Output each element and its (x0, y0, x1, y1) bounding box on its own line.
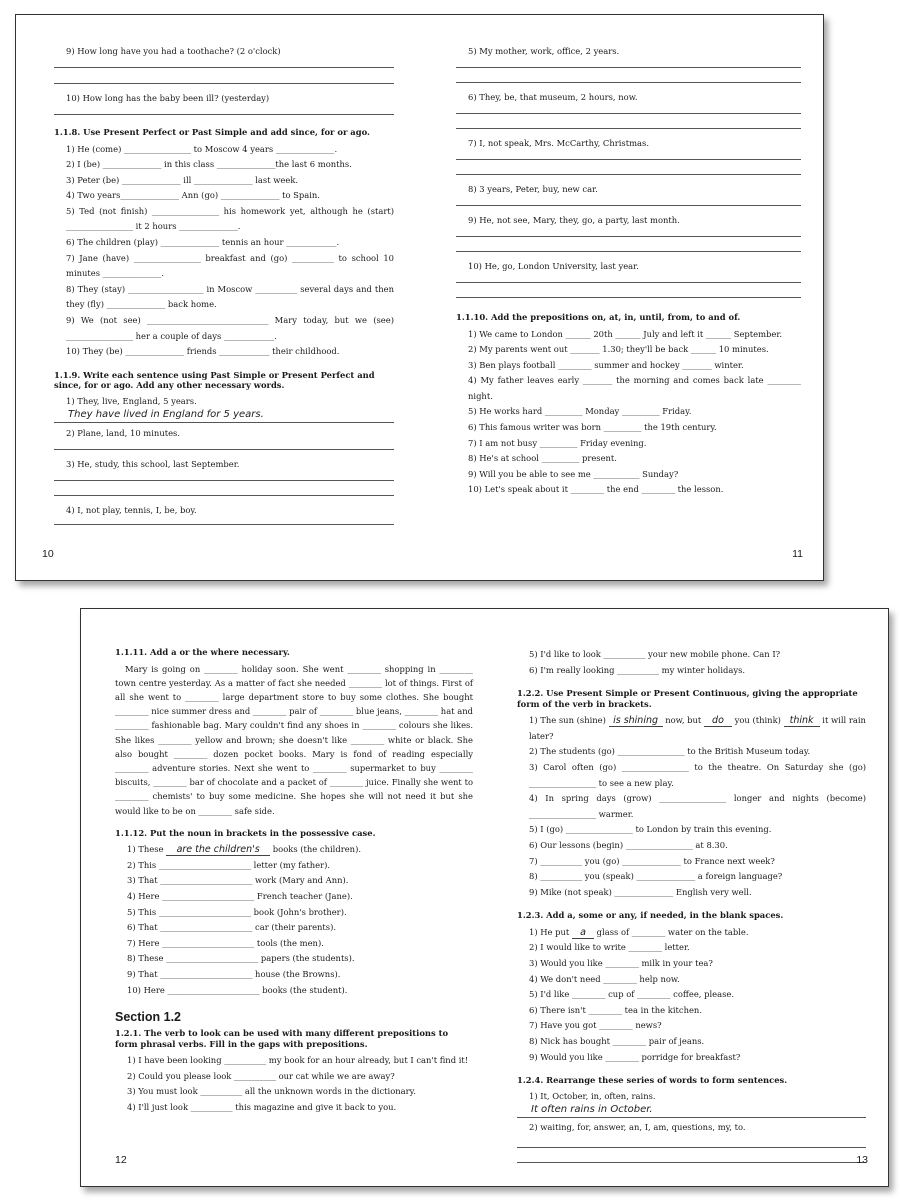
exercise-item (115, 842, 473, 858)
item-text: 1) The sun (shine) (529, 715, 606, 726)
item-text: 1) These (127, 844, 164, 855)
exercise-item: 3) Peter (be) ______________ ill ______________ last week. (66, 174, 299, 185)
spread-pages-10-11 (15, 14, 824, 581)
exercise-heading-1-1-10: 1.1.10. Add the prepositions on, at, in, until, from, to and of. (456, 312, 741, 322)
answer-line[interactable] (54, 68, 394, 84)
exercise-prompt: 9) How long have you had a toothache? (2 o'clock) (66, 46, 281, 56)
exercise-item: 2) Could you please look __________ our cat while we are away? (127, 1070, 395, 1081)
exercise-item: 8) Nick has bought ________ pair of jeans. (529, 1035, 705, 1046)
answer-line[interactable] (456, 103, 801, 114)
exercise-heading-1-1-11: 1.1.11. Add a or the where necessary. (115, 647, 290, 657)
page-number: 11 (792, 548, 803, 560)
exercise-heading-1-2-1: 1.2.1. The verb to look can be used with many different prepositions to form phrasal verbs. Fill in the gaps with prepositions. (115, 1028, 449, 1049)
exercise-item: 7) Have you got ________ news? (529, 1020, 662, 1031)
exercise-item: 5) This ______________________ book (John's brother). (127, 906, 347, 917)
handwritten-answer[interactable]: do (704, 716, 732, 727)
page-11 (430, 15, 823, 580)
page-number: 12 (115, 1154, 127, 1166)
exercise-item: 1) I have been looking __________ my book for an hour already, but I can't find it! (127, 1055, 469, 1066)
exercise-item: 9) Would you like ________ porridge for breakfast? (529, 1051, 741, 1062)
exercise-item: 2) I would like to write ________ letter. (529, 942, 690, 953)
exercise-item: 8) __________ you (speak) ______________ a foreign language? (529, 871, 783, 882)
answer-line[interactable] (54, 439, 394, 450)
exercise-heading-1-1-9: 1.1.9. Write each sentence using Past Simple or Present Perfect and since, for or ago. Add any other necessary words. (54, 369, 375, 391)
exercise-1-2-1 (115, 1053, 473, 1115)
answer-line[interactable] (456, 57, 801, 68)
exercise-item: 9) Will you be able to see me ___________ Sunday? (468, 468, 679, 479)
exercise-item: 7) __________ you (go) ______________ to France next week? (529, 855, 775, 866)
exercise-item: 6) Our lessons (begin) ________________ at 8.30. (529, 839, 728, 850)
handwritten-answer[interactable]: are the children's (166, 845, 270, 856)
exercise-item: 4) In spring days (grow) ________________ longer and nights (become) ________________ warmer. (529, 793, 866, 819)
exercise-item: 10) Here ______________________ books (the student). (127, 984, 348, 995)
exercise-prompt: 10) How long has the baby been ill? (yesterday) (66, 93, 270, 103)
answer-line[interactable] (517, 1133, 866, 1148)
answer-line[interactable] (456, 283, 801, 298)
exercise-item: 5) I (go) ________________ to London by train this evening. (529, 824, 772, 835)
exercise-heading-1-1-12: 1.1.12. Put the noun in brackets in the possessive case. (115, 827, 376, 838)
exercise-item: 9) Mike (not speak) ______________ English very well. (529, 886, 752, 897)
answer-line[interactable] (456, 149, 801, 160)
exercise-item: 2) I (be) ______________ in this class ______________the last 6 months. (66, 159, 352, 170)
handwritten-answer[interactable]: think (784, 716, 820, 727)
exercise-item: 6) The children (play) ______________ tennis an hour ____________. (66, 237, 340, 248)
exercise-item: 5) I'd like ________ cup of ________ coffee, please. (529, 989, 735, 1000)
exercise-item: 6) There isn't ________ tea in the kitchen. (529, 1004, 702, 1015)
answer-line[interactable] (456, 237, 801, 252)
exercise-heading-1-2-3: 1.2.3. Add a, some or any, if needed, in the blank spaces. (517, 910, 784, 921)
exercise-prompt: 2) waiting, for, answer, an, I, am, questions, my, to. (529, 1121, 746, 1132)
handwritten-answer[interactable]: They have lived in England for 5 years. (54, 407, 394, 423)
answer-line[interactable] (456, 226, 801, 237)
answer-line[interactable] (456, 272, 801, 283)
exercise-item: 4) My father leaves early _______ the morning and comes back late ________ night. (468, 375, 801, 401)
answer-line[interactable] (456, 114, 801, 129)
item-text: glass of ________ water on the table. (596, 926, 749, 937)
item-text: 1) He put (529, 926, 570, 937)
exercise-prompt: 5) My mother, work, office, 2 years. (468, 46, 620, 56)
exercise-1-1-11-text: Mary is going on ________ holiday soon. She went ________ shopping in ________ town centre yesterday. As a matter of fact she needed ________ lot of things. First of all she went to ________ large department store to buy some clothes. She bought ________ nice summer dress and ________ pair of ________ blue jeans, ________ hat and ________ fashionable bag. Mary couldn't find any shoes in ________ colours she likes. She likes ________ yellow and brown; she doesn't like ________ white or black. She also bought ________ dozen pocket books. Mary is fond of reading especially ________ adventure stories. Next she went to ________ supermarket to buy ________ biscuits, ________ bar of chocolate and a packet of ________ juice. Finally she went to ________ chemists' to buy some medicine. She hopes she will not need it but she would like to be on ________ safe side. (115, 663, 473, 816)
exercise-item: 3) Ben plays football ________ summer and hockey _______ winter. (468, 359, 744, 370)
page-number: 13 (856, 1154, 868, 1166)
exercise-item: 7) Here ______________________ tools (the men). (127, 937, 324, 948)
answer-line[interactable] (456, 195, 801, 206)
exercise-1-1-8 (54, 142, 394, 360)
answer-line[interactable] (517, 1148, 866, 1163)
exercise-item: 3) That ______________________ work (Mary and Ann). (127, 875, 349, 886)
exercise-prompt: 7) I, not speak, Mrs. McCarthy, Christmas. (468, 138, 649, 148)
exercise-heading-1-1-8: 1.1.8. Use Present Perfect or Past Simple and add since, for or ago. (54, 127, 370, 137)
exercise-1-1-10 (456, 327, 801, 499)
handwritten-answer[interactable]: is shining (609, 716, 663, 727)
exercise-1-1-12 (115, 842, 473, 998)
exercise-item (517, 925, 866, 941)
exercise-item: 8) These ______________________ papers (the students). (127, 953, 355, 964)
exercise-item: 7) Jane (have) ________________ breakfast and (go) __________ to school 10 minutes ______________. (66, 252, 394, 279)
exercise-prompt: 3) He, study, this school, last September. (66, 458, 240, 469)
exercise-item: 7) I am not busy _________ Friday evening. (468, 437, 647, 448)
exercise-prompt: 1) They, live, England, 5 years. (66, 395, 197, 406)
item-text: books (the children). (272, 844, 362, 855)
answer-line[interactable] (456, 160, 801, 175)
page-13 (495, 609, 888, 1186)
answer-line[interactable] (54, 516, 394, 525)
exercise-item: 6) I'm really looking __________ my winter holidays. (529, 664, 746, 675)
answer-line[interactable] (54, 57, 394, 68)
exercise-item: 9) That ______________________ house (the Browns). (127, 968, 341, 979)
exercise-heading-1-2-2: 1.2.2. Use Present Simple or Present Continuous, giving the appropriate form of the verb in brackets. (517, 688, 858, 709)
exercise-1-2-1-continued (517, 647, 866, 678)
exercise-prompt: 10) He, go, London University, last year. (468, 261, 639, 271)
answer-line[interactable] (54, 104, 394, 115)
exercise-item: 8) They (stay) __________________ in Moscow __________ several days and then they (fly) ______________ back home. (66, 283, 394, 310)
exercise-prompt: 9) He, not see, Mary, they, go, a party, last month. (468, 215, 680, 225)
exercise-prompt: 4) I, not play, tennis, I, be, boy. (66, 504, 197, 515)
exercise-item: 3) You must look __________ all the unknown words in the dictionary. (127, 1086, 416, 1097)
exercise-item: 1) He (come) ________________ to Moscow 4 years ______________. (66, 143, 338, 154)
exercise-1-2-2 (517, 713, 866, 900)
exercise-item: 4) I'll just look __________ this magazine and give it back to you. (127, 1101, 397, 1112)
exercise-item: 5) I'd like to look __________ your new mobile phone. Can I? (529, 649, 781, 659)
handwritten-answer[interactable]: It often rains in October. (517, 1102, 866, 1118)
exercise-item: 4) Two years______________ Ann (go) ______________ to Spain. (66, 190, 320, 201)
exercise-prompt: 8) 3 years, Peter, buy, new car. (468, 184, 598, 194)
exercise-prompt: 2) Plane, land, 10 minutes. (66, 427, 180, 438)
spread-pages-12-13 (80, 608, 889, 1187)
exercise-item: 2) This ______________________ letter (my father). (127, 859, 330, 870)
exercise-prompt: 6) They, be, that museum, 2 hours, now. (468, 92, 638, 102)
exercise-heading-1-2-4: 1.2.4. Rearrange these series of words to form sentences. (517, 1075, 788, 1086)
exercise-item (517, 713, 866, 744)
exercise-item: 4) Here ______________________ French teacher (Jane). (127, 891, 353, 902)
exercise-item: 10) Let's speak about it ________ the end ________ the lesson. (468, 484, 724, 495)
exercise-item: 3) Would you like ________ milk in your tea? (529, 958, 713, 968)
exercise-item: 6) This famous writer was born _________ the 19th century. (468, 422, 717, 433)
answer-line[interactable] (54, 481, 394, 496)
exercise-item: 4) We don't need ________ help now. (529, 973, 680, 984)
page-10 (16, 15, 416, 580)
exercise-prompt: 1) It, October, in, often, rains. (529, 1090, 656, 1101)
exercise-item: 10) They (be) ______________ friends ____________ their childhood. (66, 346, 340, 357)
exercise-1-2-3 (517, 925, 866, 1065)
exercise-item: 5) He works hard _________ Monday _________ Friday. (468, 406, 692, 417)
item-text: now, but (665, 715, 702, 726)
exercise-item: 2) The students (go) ________________ to the British Museum today. (529, 746, 811, 757)
exercise-item: 5) Ted (not finish) ________________ his homework yet, although he (start) ________________ it 2 hours ______________. (66, 205, 394, 232)
exercise-item: 6) That ______________________ car (their parents). (127, 922, 337, 933)
answer-line[interactable] (54, 470, 394, 481)
answer-line[interactable] (456, 68, 801, 83)
item-text: you (think) (734, 715, 781, 726)
item-text: it will rain later? (529, 715, 866, 741)
page-number: 10 (42, 548, 54, 560)
exercise-item: 2) My parents went out _______ 1.30; they'll be back ______ 10 minutes. (468, 344, 769, 355)
exercise-item: 3) Carol often (go) ________________ to the theatre. On Saturday she (go) ________________ to see a new play. (529, 761, 866, 788)
exercise-item: 8) He's at school _________ present. (468, 453, 617, 464)
section-title: Section 1.2 (115, 1010, 181, 1025)
exercise-item: 1) We came to London ______ 20th ______ July and left it ______ September. (468, 328, 783, 339)
page-12 (81, 609, 491, 1186)
handwritten-answer[interactable]: a (572, 928, 594, 939)
exercise-item: 9) We (not see) _____________________________ Mary today, but we (see) ________________ her a couple of days ____________. (66, 315, 394, 341)
